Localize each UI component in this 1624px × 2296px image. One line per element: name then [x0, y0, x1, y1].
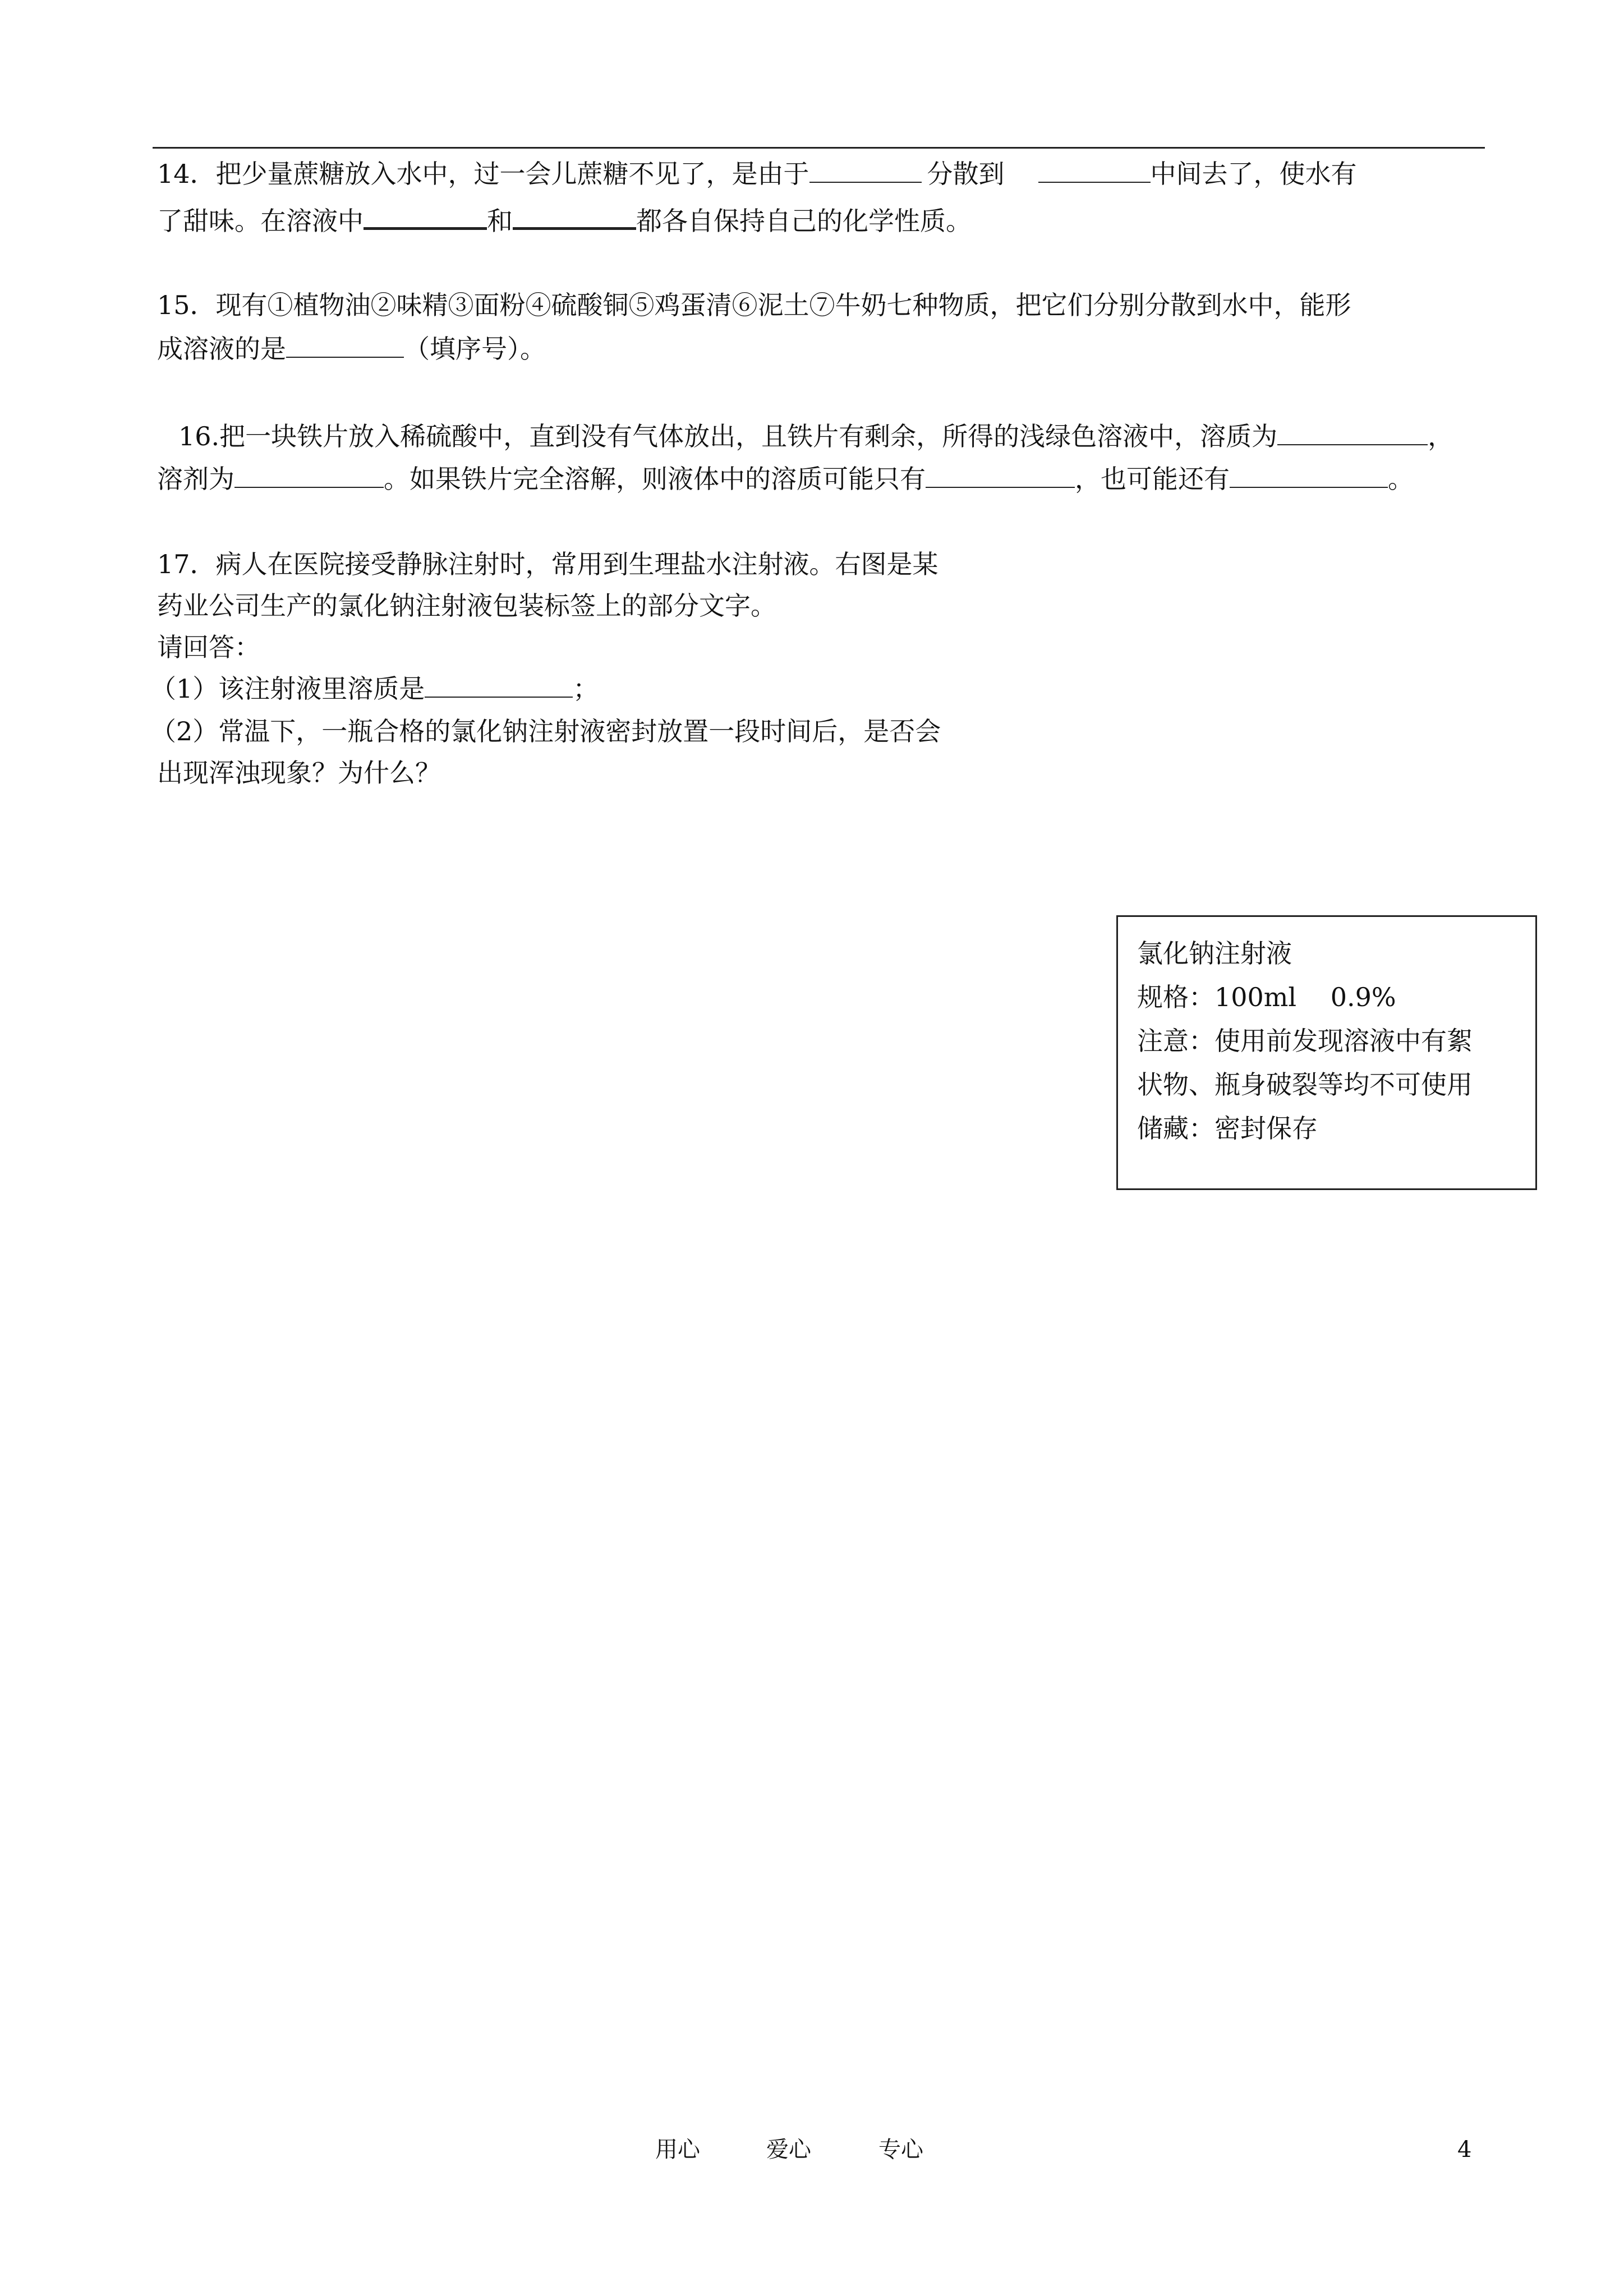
q16-blank-2[interactable] [234, 464, 384, 488]
q17-sub1 [150, 672, 599, 706]
q14-text-5: 和 [487, 206, 513, 236]
q17-line2: 药业公司生产的氯化钠注射液包装标签上的部分文字。 [157, 591, 776, 621]
q15-text-2: （填序号）。 [404, 334, 546, 364]
q16-blank-3[interactable] [926, 464, 1075, 488]
injection-label-box [1116, 915, 1537, 1190]
q15-line1: 15．现有①植物油②味精③面粉④硫酸铜⑤鸡蛋清⑥泥土⑦牛奶七种物质，把它们分别分散到水中，能形 [157, 290, 1351, 320]
q16-line2 [157, 462, 1414, 496]
q14-line1 [157, 157, 1357, 191]
q16-text-1: 16.把一块铁片放入稀硫酸中，直到没有气体放出，且铁片有剩余，所得的浅绿色溶液中，溶质为 [178, 421, 1278, 451]
q14-blank-3[interactable] [364, 205, 487, 230]
q14-blank-4[interactable] [513, 205, 636, 230]
label-note-line1: 注意：使用前发现溶液中有絮 [1137, 1026, 1473, 1056]
q17-sub2-line1: （2）常温下，一瓶合格的氯化钠注射液密封放置一段时间后，是否会 [150, 716, 941, 746]
label-spec: 规格：100ml 0.9% [1137, 982, 1396, 1012]
q16-text-3: 溶剂为 [157, 464, 234, 494]
q16-text-5: ，也可能还有 [1075, 464, 1230, 494]
q17-line3: 请回答： [157, 632, 260, 662]
q17-line1: 17．病人在医院接受静脉注射时，常用到生理盐水注射液。右图是某 [157, 549, 938, 579]
q14-blank-1[interactable] [809, 159, 922, 183]
q14-text-4: 了甜味。在溶液中 [157, 206, 364, 236]
label-storage: 储藏：密封保存 [1137, 1113, 1318, 1144]
q16-text-4: 。如果铁片完全溶解，则液体中的溶质可能只有 [384, 464, 926, 494]
q16-text-2: ， [1428, 421, 1454, 451]
q14-text-1: 14．把少量蔗糖放入水中，过一会儿蔗糖不见了，是由于 [157, 159, 809, 189]
footer-motto-1: 用心 [655, 2137, 700, 2163]
footer-motto-3: 专心 [878, 2137, 923, 2163]
q15-text-1: 成溶液的是 [157, 334, 286, 364]
q17-sub1-text: （1）该注射液里溶质是 [150, 674, 425, 704]
q14-blank-2[interactable] [1038, 159, 1151, 183]
q16-blank-4[interactable] [1230, 464, 1388, 488]
label-note-line2: 状物、瓶身破裂等均不可使用 [1137, 1069, 1473, 1100]
q14-text-3: 中间去了，使水有 [1150, 159, 1357, 189]
q17-sub2-line2: 出现浑浊现象？为什么？ [157, 758, 441, 788]
label-name: 氯化钠注射液 [1137, 938, 1292, 969]
header-rule [153, 147, 1485, 149]
q17-sub1-end: ； [573, 674, 599, 704]
q14-text-2: 分散到 [927, 159, 1005, 189]
q15-line2 [157, 332, 546, 366]
page-number: 4 [1457, 2137, 1472, 2163]
q14-line2 [157, 204, 972, 238]
q15-blank-1[interactable] [286, 334, 404, 358]
q16-text-6: 。 [1388, 464, 1414, 494]
footer-motto-2: 爱心 [766, 2137, 811, 2163]
q16-line1 [178, 419, 1453, 453]
q17-blank-1[interactable] [425, 674, 573, 698]
q16-blank-1[interactable] [1277, 422, 1428, 445]
q14-text-6: 都各自保持自己的化学性质。 [636, 206, 972, 236]
